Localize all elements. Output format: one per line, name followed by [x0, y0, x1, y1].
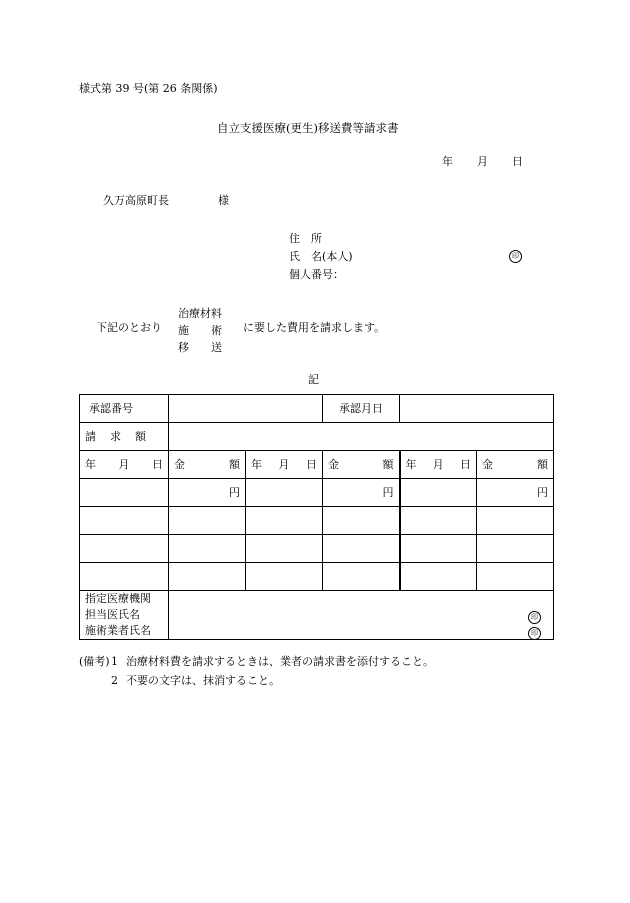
amount-cell[interactable] — [323, 507, 400, 535]
amount-cell[interactable] — [169, 507, 246, 535]
amount-cell[interactable] — [169, 479, 246, 507]
practitioner-name-label: 施術業者氏名 — [85, 624, 151, 637]
date-cell[interactable] — [80, 535, 169, 563]
yen-unit: 円 — [229, 486, 240, 499]
date-day: 日 — [512, 155, 523, 168]
form-title: 自立支援医療(更生)移送費等請求書 — [217, 121, 399, 135]
addressee-honorific: 様 — [218, 194, 229, 207]
entry-row — [80, 535, 554, 563]
amount-cell[interactable] — [323, 563, 400, 591]
institution-field[interactable] — [169, 591, 554, 640]
doctor-name-label: 担当医氏名 — [85, 608, 140, 621]
date-cell[interactable] — [246, 507, 323, 535]
institution-labels — [80, 591, 169, 640]
date-cell[interactable] — [246, 563, 323, 591]
amount-cell[interactable] — [323, 479, 400, 507]
date-cell[interactable] — [246, 535, 323, 563]
seal-icon: 印 — [528, 627, 541, 640]
amount-cell[interactable] — [477, 535, 554, 563]
amount-cell[interactable] — [323, 535, 400, 563]
entry-row — [80, 507, 554, 535]
addressee-name: 久万高原町長 — [103, 194, 169, 207]
note-1-number: 1 — [111, 655, 118, 668]
approval-number-field[interactable] — [169, 395, 323, 423]
col-date-header: 年 月 日 — [246, 451, 323, 479]
approval-number-label: 承認番号 — [80, 395, 169, 423]
date-cell[interactable] — [80, 563, 169, 591]
approval-row — [80, 395, 554, 423]
note-1-text: 治療材料費を請求するときは、業者の請求書を添付すること。 — [126, 655, 434, 668]
claim-amount-row — [80, 423, 554, 451]
note-2-text: 不要の文字は、抹消すること。 — [126, 674, 280, 687]
column-header-row — [80, 451, 554, 479]
yen-unit: 円 — [382, 486, 394, 499]
request-options — [178, 305, 222, 356]
individual-number-label: 個人番号： — [289, 268, 344, 281]
address-label: 住 所 — [289, 232, 322, 245]
name-label: 氏 名(本人) — [289, 250, 353, 263]
claim-amount-field[interactable] — [169, 423, 554, 451]
institution-row — [80, 591, 554, 640]
date-cell[interactable] — [400, 535, 477, 563]
date-year: 年 — [442, 155, 453, 168]
date-cell[interactable] — [400, 507, 477, 535]
col-date-header: 年 月 日 — [80, 451, 169, 479]
col-amount-header: 金 額 — [477, 451, 554, 479]
option-treatment-materials: 治療材料 — [178, 307, 222, 320]
request-prefix: 下記のとおり — [96, 321, 162, 334]
amount-cell[interactable] — [477, 507, 554, 535]
amount-cell[interactable] — [169, 563, 246, 591]
amount-cell[interactable] — [477, 479, 554, 507]
date-cell[interactable] — [246, 479, 323, 507]
approval-date-field[interactable] — [400, 395, 554, 423]
form-number: 様式第 39 号(第 26 条関係) — [79, 82, 218, 95]
col-amount-header: 金 額 — [323, 451, 400, 479]
entry-row — [80, 479, 554, 507]
seal-icon: 印 — [528, 611, 541, 624]
date-cell[interactable] — [80, 507, 169, 535]
col-amount-header: 金 額 — [169, 451, 246, 479]
date-cell[interactable] — [80, 479, 169, 507]
date-month: 月 — [477, 155, 488, 168]
option-treatment: 施 術 — [178, 324, 222, 337]
amount-cell[interactable] — [169, 535, 246, 563]
yen-unit: 円 — [537, 486, 548, 499]
request-suffix: に要した費用を請求します。 — [243, 321, 386, 334]
date-cell[interactable] — [400, 563, 477, 591]
col-date-header: 年 月 日 — [400, 451, 477, 479]
designated-institution-label: 指定医療機関 — [85, 592, 151, 605]
claim-amount-label: 請求額 — [80, 423, 169, 451]
option-transport: 移 送 — [178, 341, 222, 354]
notes-label: (備考) — [79, 655, 110, 668]
ki-label: 記 — [308, 373, 319, 386]
seal-icon: 印 — [509, 250, 522, 263]
claim-table — [79, 394, 554, 640]
entry-row — [80, 563, 554, 591]
amount-cell[interactable] — [477, 563, 554, 591]
note-2-number: 2 — [111, 674, 118, 687]
approval-date-label: 承認月日 — [323, 395, 400, 423]
date-cell[interactable] — [400, 479, 477, 507]
